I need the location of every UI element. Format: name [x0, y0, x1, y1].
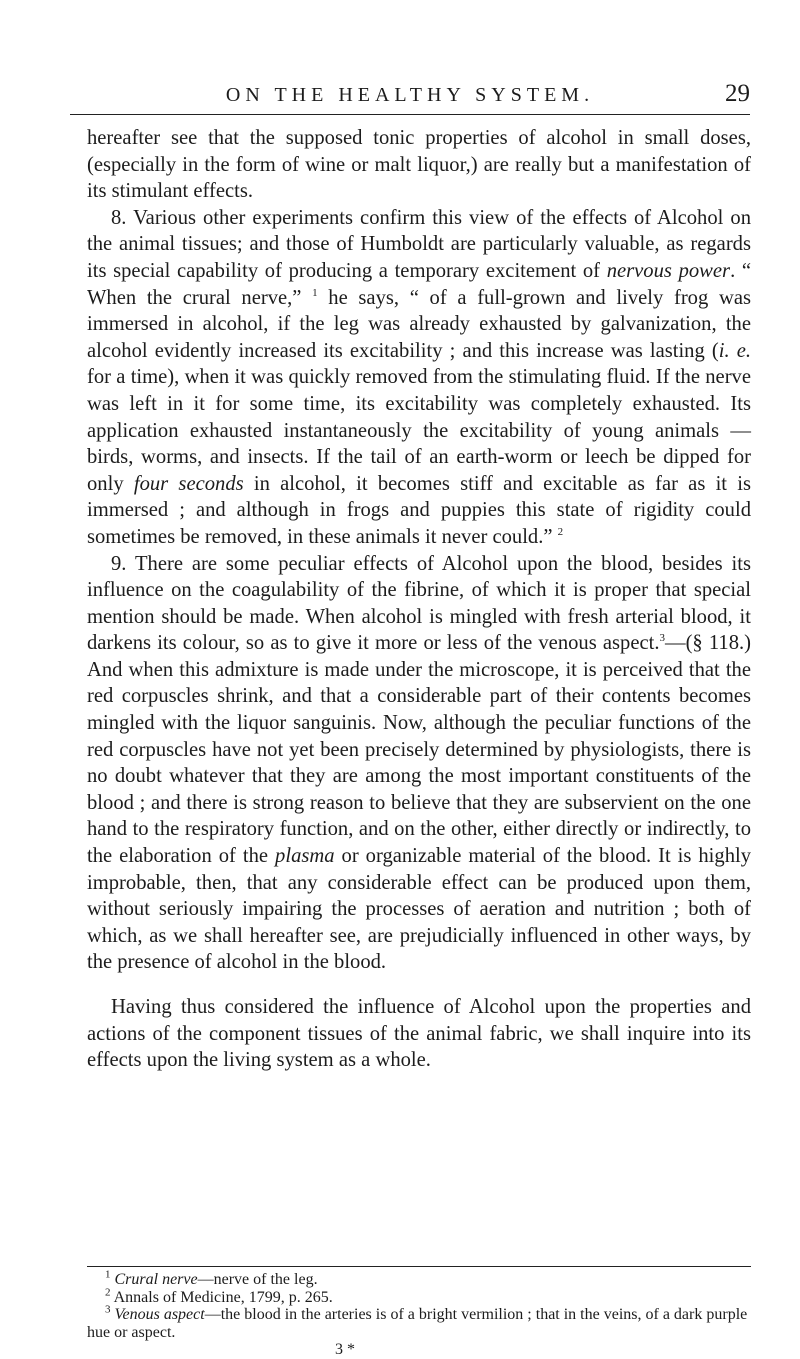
text-run: or organizable material of the blood. It is highly improbable, then, that any considerable effect can be produced upon them, without seriously impairing the processes of aeration and nutrition ; both of which, as we shall hereafter see, are prejudicially influenced in other ways, by the presence of alcohol in the blood. [87, 845, 752, 974]
page-number: 29 [725, 80, 750, 107]
italic-phrase: i. e. [718, 339, 751, 362]
footnote-marker: 2 [557, 526, 564, 539]
footnote-divider [87, 1266, 751, 1267]
footnote-marker: 3 [105, 1303, 111, 1316]
text-run: Having thus considered the influence of Alcohol upon the properties and actions of the component tissues of the animal fabric, we shall inquire into its effects upon the living system as a whole. [87, 996, 751, 1072]
text-run: Annals of Medicine, 1799, p. 265. [110, 1288, 333, 1306]
italic-phrase: plasma [275, 845, 335, 868]
text-run: 9. There are some peculiar effects of Alcohol upon the blood, besides its influence on the coagulability of the fibrine, of which it is proper that special mention should be made. When alcohol is mingled with fresh arterial blood, it darkens its colour, so as to give it more or less of the venous aspect. [87, 552, 751, 655]
paragraph-section-9 [87, 551, 751, 977]
text-run: he says, “ of a full-grown and lively frog was immersed in alcohol, if the leg was already exhausted by galvanization, the alcohol evidently increased its excitability ; and this increase was lasting ( [87, 286, 751, 362]
text-run: —nerve of the leg. [197, 1271, 318, 1288]
paragraph-section-8 [87, 205, 751, 551]
text-run: hereafter see that the supposed tonic properties of alcohol in small doses, (especially in the form of wine or malt liquor,) are really but a manifestation of its stimulant effects. [87, 127, 751, 203]
footnote-marker: 3 [659, 632, 665, 645]
italic-phrase: four seconds [133, 472, 244, 495]
page-header [70, 80, 750, 115]
running-title: ON THE HEALTHY SYSTEM. [225, 84, 595, 106]
footnote-marker: 1 [105, 1268, 111, 1281]
footnote-marker: 2 [105, 1286, 111, 1299]
text-run: in alcohol, it becomes stiff and excitable as far as it is immersed ; and although in frogs and puppies this state of rigidity could sometimes be removed, in these animals it never could.” [87, 472, 751, 548]
text-run: . “ When the crural nerve,” [87, 259, 752, 309]
text-run: —the blood in the arteries is of a bright vermilion ; that in the veins, of a dark purple hue or aspect. [87, 1306, 748, 1341]
footnote-marker: 1 [312, 286, 318, 299]
footnote-3 [87, 1303, 751, 1341]
footnote-2 [87, 1286, 751, 1307]
italic-phrase: Venous aspect [114, 1306, 205, 1323]
italic-phrase: nervous power [606, 259, 731, 282]
footnotes [87, 1268, 751, 1359]
body-text [87, 125, 751, 1074]
italic-phrase: Crural nerve [114, 1271, 198, 1288]
text-run: —(§ 118.) And when this admixture is made under the microscope, it is perceived that the red corpuscles shrink, and that a considerable part of their contents becomes mingled with the liquor sanguinis. Now, although the peculiar functions of the red corpuscles have not yet been precisely determined by physiologists, there is no doubt whatever that they are among the most important constituents of the blood ; and there is strong reason to believe that they are subservient on the one hand to the respiratory function, and on the other, either directly or indirectly, to the elaboration of the [87, 632, 752, 868]
paragraph-continuation [87, 125, 751, 205]
text-run: for a time), when it was quickly removed from the stimulating fluid. If the nerve was left in it for some time, its excitability was completely exhausted. Its application exhausted instantaneously the excitability of young animals — birds, worms, and insects. If the tail of an earth-worm or leech be dipped for only [87, 366, 751, 495]
text-run: 8. Various other experiments confirm this view of the effects of Alcohol on the animal tissues; and those of Humboldt are particularly valuable, as regards its special capability of producing a temporary excitement of [87, 206, 751, 282]
footnote-1 [87, 1268, 751, 1289]
signature-mark: 3 * [335, 1341, 355, 1358]
paragraph-conclusion [87, 994, 751, 1074]
